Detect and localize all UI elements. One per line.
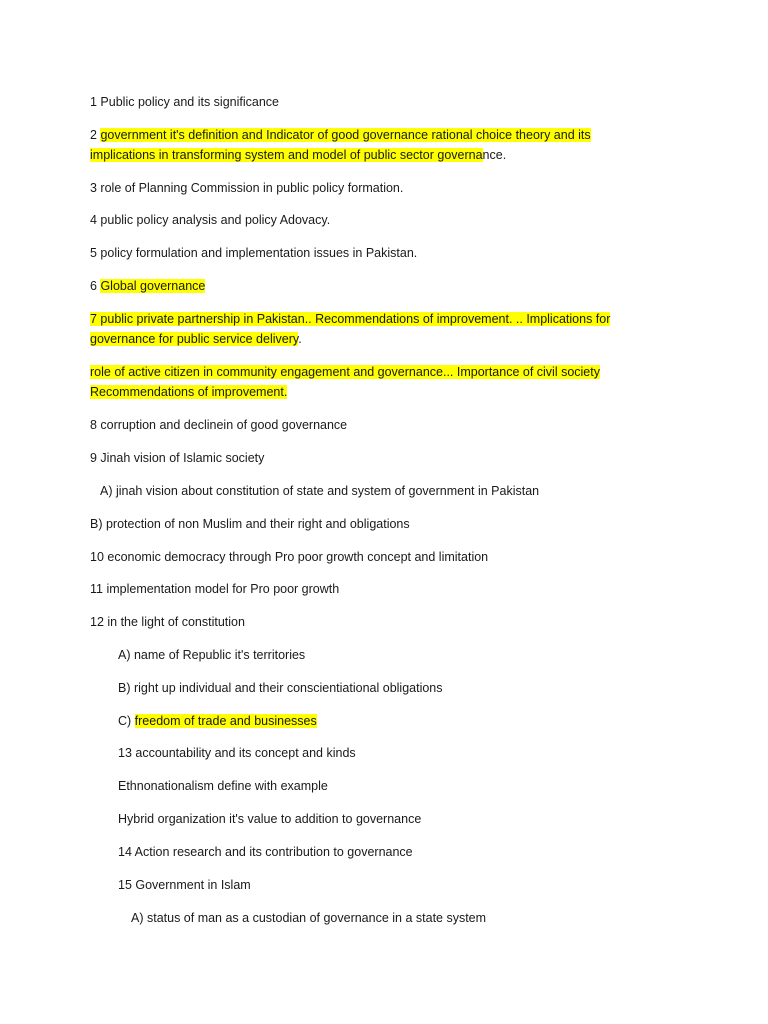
item-2-continued: implications in transforming system and model of public sector governance.: [90, 148, 507, 162]
item-12-a: A) name of Republic it's territories: [118, 648, 306, 662]
item-9-b: B) protection of non Muslim and their right and obligations: [90, 517, 410, 531]
highlight: Recommendations of improvement.: [90, 385, 288, 399]
highlight: government it's definition and Indicator of good governance rational choice theory and its: [100, 128, 591, 142]
highlight: implications in transforming system and model of public sector governa: [90, 148, 483, 162]
highlight: freedom of trade and businesses: [134, 714, 317, 728]
item-1: 1 Public policy and its significance: [90, 95, 279, 109]
item-13: 13 accountability and its concept and kinds: [118, 746, 356, 760]
highlight: governance for public service delivery: [90, 332, 299, 346]
item-12-b: B) right up individual and their conscientiational obligations: [118, 681, 443, 695]
item-10: 10 economic democracy through Pro poor growth concept and limitation: [90, 550, 489, 564]
item-9-a: A) jinah vision about constitution of state and system of government in Pakistan: [100, 484, 540, 498]
item-hybrid-organization: Hybrid organization it's value to addition to governance: [118, 812, 422, 826]
highlight: 7 public private partnership in Pakistan.. Recommendations of improvement. .. Implications for: [90, 312, 611, 326]
item-15-a: A) status of man as a custodian of governance in a state system: [131, 911, 487, 925]
item-8: 8 corruption and declinein of good governance: [90, 418, 348, 432]
item-11: 11 implementation model for Pro poor growth: [90, 582, 340, 596]
item-9: 9 Jinah vision of Islamic society: [90, 451, 265, 465]
item-3: 3 role of Planning Commission in public policy formation.: [90, 181, 404, 195]
item-12-c: C) freedom of trade and businesses: [118, 714, 317, 728]
item-7: [90, 309, 610, 329]
highlight: Global governance: [100, 279, 206, 293]
highlight: role of active citizen in community engagement and governance... Importance of civil society: [90, 365, 600, 379]
item-7-civil-society: [90, 362, 600, 382]
item-4: 4 public policy analysis and policy Adovacy.: [90, 213, 331, 227]
item-15: 15 Government in Islam: [118, 878, 251, 892]
item-7-civil-society-continued: [90, 382, 287, 402]
item-2: 2 government it's definition and Indicator of good governance rational choice theory and its: [90, 128, 591, 142]
item-7-continued: governance for public service delivery.: [90, 332, 302, 346]
item-5: 5 policy formulation and implementation issues in Pakistan.: [90, 246, 418, 260]
item-ethnonationalism: Ethnonationalism define with example: [118, 779, 328, 793]
item-6: 6 Global governance: [90, 279, 206, 293]
item-12: 12 in the light of constitution: [90, 615, 245, 629]
item-14: 14 Action research and its contribution to governance: [118, 845, 413, 859]
